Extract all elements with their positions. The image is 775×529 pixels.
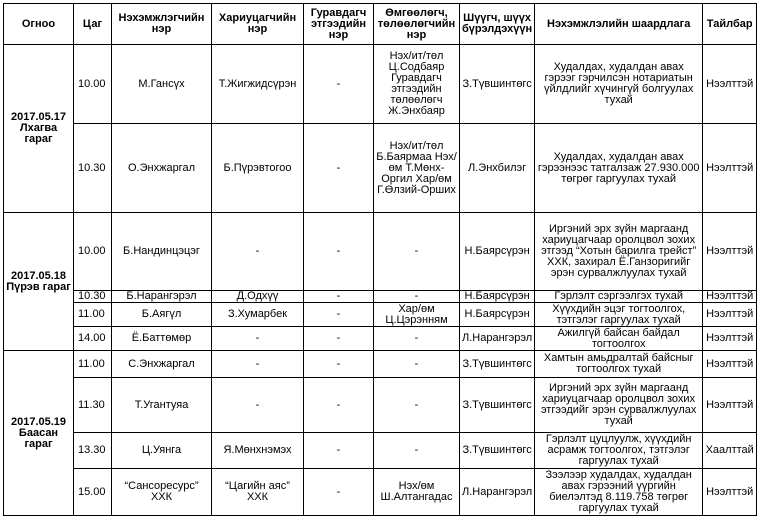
requirement-cell: Худалдах, худалдан авах гэрээнээс татгалзаж 27.930.000 төгрөг гаргуулах тухай [535, 124, 703, 213]
time-cell: 10.30 [74, 124, 112, 213]
note-cell: Хаалттай [703, 433, 757, 469]
header-time: Цаг [74, 4, 112, 45]
note-cell: Нээлттэй [703, 45, 757, 124]
table-row [4, 45, 757, 124]
table-row [4, 433, 757, 469]
defendant-cell: - [212, 327, 304, 351]
third-party-cell: - [304, 213, 374, 291]
note-cell: Нээлттэй [703, 469, 757, 516]
plaintiff-cell: О.Энхжаргал [112, 124, 212, 213]
representative-cell: Хар/өм Ц.Цэрэнням [374, 303, 460, 327]
time-cell: 10.00 [74, 213, 112, 291]
representative-cell: - [374, 433, 460, 469]
note-cell: Нээлттэй [703, 378, 757, 433]
third-party-cell: - [304, 378, 374, 433]
plaintiff-cell: С.Энхжаргал [112, 351, 212, 378]
time-cell: 10.30 [74, 291, 112, 303]
time-cell: 14.00 [74, 327, 112, 351]
time-cell: 11.30 [74, 378, 112, 433]
header-third-party: Гуравдагч этгээдийн нэр [304, 4, 374, 45]
table-row [4, 291, 757, 303]
requirement-cell: Гэрлэлт цуцлуулж, хүүхдийн асрамж тогтоолгох, тэтгэлэг гаргуулах тухай [535, 433, 703, 469]
note-cell: Нээлттэй [703, 327, 757, 351]
table-row [4, 351, 757, 378]
plaintiff-cell: “Сансоресурс” ХХК [112, 469, 212, 516]
note-cell: Нээлттэй [703, 303, 757, 327]
header-defendant: Хариуцагчийн нэр [212, 4, 304, 45]
requirement-cell: Ажилгүй байсан байдал тогтоолгох [535, 327, 703, 351]
representative-cell: - [374, 213, 460, 291]
header-date: Огноо [4, 4, 74, 45]
header-representative: Өмгөөлөгч, төлөөлөгчийн нэр [374, 4, 460, 45]
judge-cell: З.Түвшинтөгс [460, 45, 535, 124]
defendant-cell: Б.Пүрэвтогоо [212, 124, 304, 213]
plaintiff-cell: Ё.Баттөмөр [112, 327, 212, 351]
header-row [4, 4, 757, 45]
representative-cell: Нэх/ит/төл Б.Баярмаа Нэх/өм Т.Мөнх-Оргил Хар/өм Г.Өлзий-Орших [374, 124, 460, 213]
requirement-cell: Иргэний эрх зүйн маргаанд хариуцагчаар оролцвол зохих этгээдийг эрэн сурвалжлуулах тухай [535, 378, 703, 433]
third-party-cell: - [304, 303, 374, 327]
judge-cell: Л.Нарангэрэл [460, 469, 535, 516]
defendant-cell: - [212, 351, 304, 378]
header-plaintiff: Нэхэмжлэгчийн нэр [112, 4, 212, 45]
note-cell: Нээлттэй [703, 351, 757, 378]
time-cell: 13.30 [74, 433, 112, 469]
plaintiff-cell: Б.Нарангэрэл [112, 291, 212, 303]
note-cell: Нээлттэй [703, 124, 757, 213]
representative-cell: - [374, 327, 460, 351]
date-cell: 2017.05.19 Баасан гараг [4, 351, 74, 516]
table-row [4, 303, 757, 327]
representative-cell: - [374, 378, 460, 433]
representative-cell: Нэх/өм Ш.Алтангадас [374, 469, 460, 516]
representative-cell: - [374, 291, 460, 303]
third-party-cell: - [304, 469, 374, 516]
third-party-cell: - [304, 291, 374, 303]
table-row [4, 327, 757, 351]
defendant-cell: З.Хумарбек [212, 303, 304, 327]
judge-cell: Н.Баярсүрэн [460, 291, 535, 303]
note-cell: Нээлттэй [703, 291, 757, 303]
plaintiff-cell: М.Гансүх [112, 45, 212, 124]
header-requirement: Нэхэмжлэлийн шаардлага [535, 4, 703, 45]
third-party-cell: - [304, 327, 374, 351]
table-row [4, 124, 757, 213]
time-cell: 11.00 [74, 351, 112, 378]
defendant-cell: - [212, 378, 304, 433]
time-cell: 11.00 [74, 303, 112, 327]
judge-cell: Л.Энхбилэг [460, 124, 535, 213]
judge-cell: Н.Баярсүрэн [460, 213, 535, 291]
judge-cell: З.Түвшинтөгс [460, 378, 535, 433]
time-cell: 10.00 [74, 45, 112, 124]
plaintiff-cell: Б.Аягүл [112, 303, 212, 327]
table-row [4, 213, 757, 291]
defendant-cell: “Цагийн аяс” ХХК [212, 469, 304, 516]
representative-cell: Нэх/ит/төл Ц.Содбаяр Гуравдагч этгээдийн төлөөлөгч Ж.Энхбаяр [374, 45, 460, 124]
requirement-cell: Хамтын амьдралтай байсныг тогтоолгох тухай [535, 351, 703, 378]
defendant-cell: Т.Жигжидсүрэн [212, 45, 304, 124]
third-party-cell: - [304, 351, 374, 378]
time-cell: 15.00 [74, 469, 112, 516]
judge-cell: Л.Нарангэрэл [460, 327, 535, 351]
table-row [4, 378, 757, 433]
table-row [4, 469, 757, 516]
third-party-cell: - [304, 433, 374, 469]
plaintiff-cell: Ц.Уянга [112, 433, 212, 469]
date-cell: 2017.05.18 Пүрэв гараг [4, 213, 74, 351]
plaintiff-cell: Т.Угантуяа [112, 378, 212, 433]
third-party-cell: - [304, 124, 374, 213]
representative-cell: - [374, 351, 460, 378]
requirement-cell: Худалдах, худалдан авах гэрээг гэрчилсэн нотариатын үйлдлийг хүчингүй болгуулах тухай [535, 45, 703, 124]
requirement-cell: Иргэний эрх зүйн маргаанд хариуцагчаар оролцвол зохих этгээд “Хотын барилга трейст” ХХК, захирал Ё.Ганзоригийг эрэн сурвалжлуулах тухай [535, 213, 703, 291]
note-cell: Нээлттэй [703, 213, 757, 291]
plaintiff-cell: Б.Нандинцэцэг [112, 213, 212, 291]
judge-cell: З.Түвшинтөгс [460, 433, 535, 469]
defendant-cell: Я.Мөнхнэмэх [212, 433, 304, 469]
judge-cell: З.Түвшинтөгс [460, 351, 535, 378]
requirement-cell: Гэрлэлт сэргээлгэх тухай [535, 291, 703, 303]
date-cell: 2017.05.17 Лхагва гараг [4, 45, 74, 213]
requirement-cell: Хүүхдийн эцэг тогтоолгох, тэтгэлэг гаргуулах тухай [535, 303, 703, 327]
third-party-cell: - [304, 45, 374, 124]
judge-cell: Н.Баярсүрэн [460, 303, 535, 327]
header-note: Тайлбар [703, 4, 757, 45]
header-judge: Шүүгч, шүүх бүрэлдэхүүн [460, 4, 535, 45]
defendant-cell: Д.Одхүү [212, 291, 304, 303]
defendant-cell: - [212, 213, 304, 291]
requirement-cell: Зээлээр худалдах, худалдан авах гэрээний үүргийн биелэлтэд 8.119.758 төгрөг гаргуулах тухай [535, 469, 703, 516]
court-schedule-table [3, 3, 757, 516]
